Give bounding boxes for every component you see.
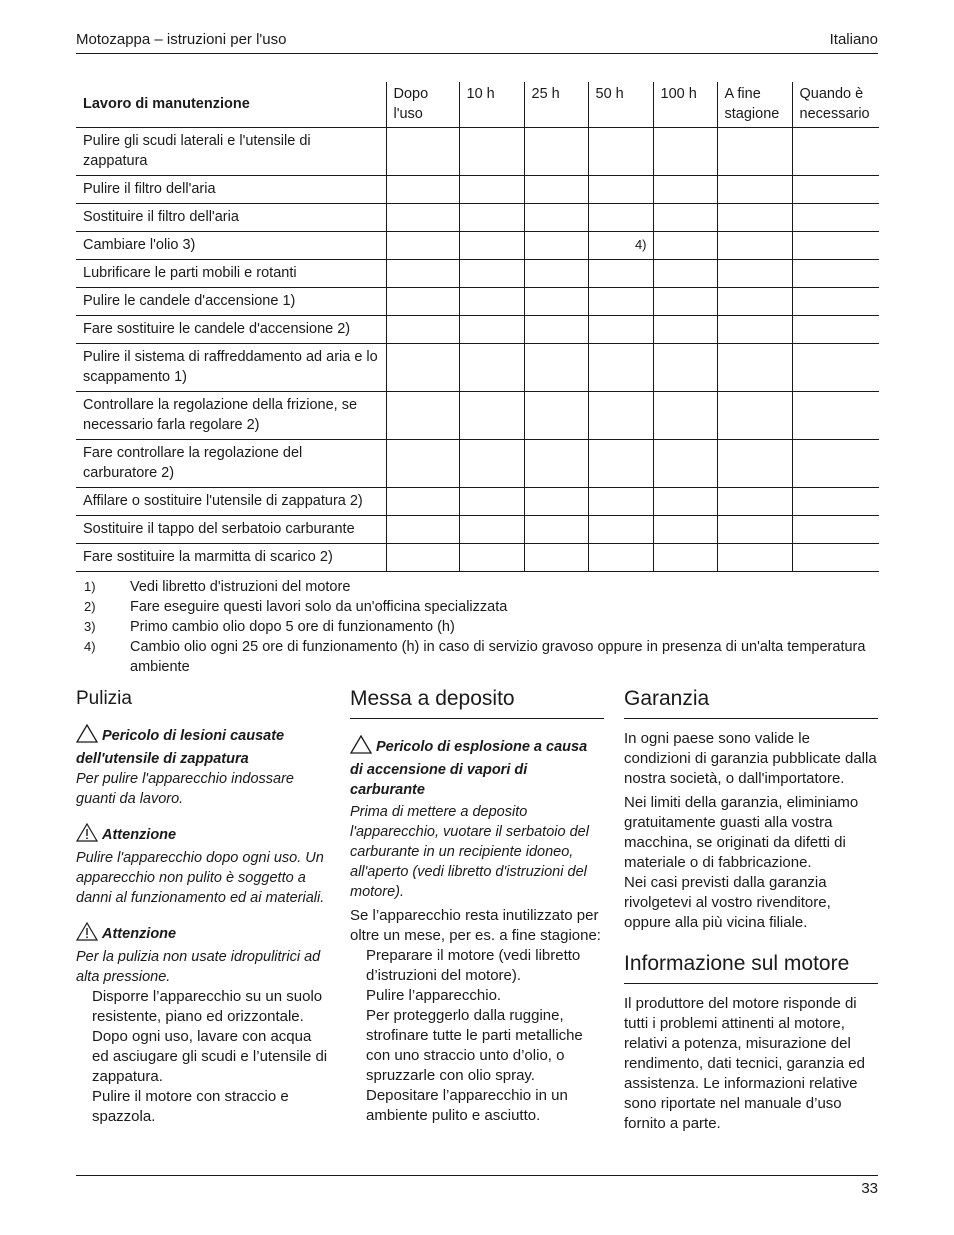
interval-cell bbox=[459, 316, 524, 344]
column-header: 25 h bbox=[524, 82, 588, 128]
maintenance-table bbox=[76, 82, 879, 572]
interval-cell bbox=[459, 288, 524, 316]
interval-cell bbox=[524, 176, 588, 204]
footnote: 1) Vedi libretto d'istruzioni del motore bbox=[84, 579, 351, 595]
interval-cell bbox=[588, 176, 653, 204]
step: Per proteggerlo dalla ruggine, strofinare tutte le parti metalliche con uno straccio unto d’olio, o spruzzarle con olio spray. bbox=[366, 1007, 583, 1084]
interval-cell bbox=[792, 232, 879, 260]
interval-cell bbox=[588, 516, 653, 544]
interval-cell bbox=[717, 260, 792, 288]
section-deposito: Messa a deposito Pericolo di esplosione a causa di accensione di vapori di carburante Prima di mettere a deposito l'apparecchio, vuotare il serbatoio del carburante in un recipiente idoneo, all'aperto (vedi libretto d'istruzioni del motore). Se l’apparecchio resta inutilizzato per oltre un mese, per es. a fine stagione: Preparare il motore (vedi libretto d’istruzioni del motore). Pulire l’apparecchio. Per proteggerlo dalla ruggine, strofinare tutte le parti metalliche con uno straccio unto d’olio, o spruzzarle con olio spray. Depositare l’apparecchio in un ambiente pulito e asciutto. bbox=[350, 686, 604, 1126]
section-title: Garanzia bbox=[624, 686, 878, 719]
task-cell: Sostituire il tappo del serbatoio carburante bbox=[76, 516, 386, 544]
table-header-row bbox=[76, 82, 879, 128]
interval-cell bbox=[524, 260, 588, 288]
interval-cell bbox=[588, 316, 653, 344]
column-header: 50 h bbox=[588, 82, 653, 128]
footnotes bbox=[76, 577, 876, 677]
interval-cell bbox=[717, 344, 792, 392]
table-row bbox=[76, 176, 879, 204]
task-cell: Pulire le candele d'accensione 1) bbox=[76, 288, 386, 316]
interval-cell bbox=[717, 288, 792, 316]
warning-heading: Pericolo di esplosione a causa di accensione di vapori di carburante bbox=[350, 735, 604, 800]
interval-cell bbox=[792, 488, 879, 516]
interval-cell bbox=[524, 232, 588, 260]
task-cell: Sostituire il filtro dell'aria bbox=[76, 204, 386, 232]
interval-cell bbox=[588, 260, 653, 288]
section-title: Pulizia bbox=[76, 688, 132, 709]
interval-cell bbox=[386, 516, 459, 544]
interval-cell bbox=[717, 128, 792, 176]
table-row bbox=[76, 544, 879, 572]
interval-cell bbox=[524, 344, 588, 392]
task-cell: Pulire il filtro dell'aria bbox=[76, 176, 386, 204]
interval-cell bbox=[588, 204, 653, 232]
table-row bbox=[76, 392, 879, 440]
step: Pulire il motore con straccio e spazzola. bbox=[92, 1088, 289, 1125]
interval-cell bbox=[792, 544, 879, 572]
interval-cell bbox=[717, 204, 792, 232]
interval-cell bbox=[524, 516, 588, 544]
interval-cell bbox=[653, 176, 717, 204]
table-row bbox=[76, 488, 879, 516]
interval-cell bbox=[588, 440, 653, 488]
step: Pulire l’apparecchio. bbox=[366, 987, 502, 1004]
interval-cell bbox=[524, 440, 588, 488]
interval-cell bbox=[653, 440, 717, 488]
interval-cell bbox=[459, 176, 524, 204]
interval-cell bbox=[653, 128, 717, 176]
interval-cell bbox=[459, 440, 524, 488]
interval-cell bbox=[792, 176, 879, 204]
interval-cell bbox=[653, 344, 717, 392]
interval-cell bbox=[653, 488, 717, 516]
column-header: Dopo l'uso bbox=[386, 82, 459, 128]
table-row bbox=[76, 204, 879, 232]
table-row bbox=[76, 128, 879, 176]
task-cell: Affilare o sostituire l'utensile di zappatura 2) bbox=[76, 488, 386, 516]
warning-heading: Pericolo di lesioni causate dell'utensile di zappatura bbox=[76, 724, 330, 769]
interval-cell bbox=[717, 232, 792, 260]
interval-cell bbox=[386, 344, 459, 392]
interval-cell bbox=[792, 128, 879, 176]
column-header: 100 h bbox=[653, 82, 717, 128]
table-row bbox=[76, 260, 879, 288]
interval-cell bbox=[792, 392, 879, 440]
attention-icon bbox=[76, 823, 98, 848]
table-row bbox=[76, 232, 879, 260]
attention-heading: Attenzione bbox=[76, 922, 330, 947]
step: Disporre l’apparecchio su un suolo resistente, piano ed orizzontale. bbox=[92, 988, 323, 1025]
interval-cell bbox=[717, 392, 792, 440]
interval-cell bbox=[459, 488, 524, 516]
interval-cell bbox=[653, 260, 717, 288]
interval-cell bbox=[717, 176, 792, 204]
task-cell: Pulire il sistema di raffreddamento ad aria e lo scappamento 1) bbox=[76, 344, 386, 392]
step: Preparare il motore (vedi libretto d’istruzioni del motore). bbox=[366, 947, 581, 984]
interval-cell bbox=[588, 544, 653, 572]
section-garanzia: Garanzia In ogni paese sono valide le condizioni di garanzia pubblicate dalla nostra società, o dall'importatore. Nei limiti della garanzia, eliminiamo gratuitamente guasti alla vostra macchina, se originati da difetti di materiale o di fabbricazione. Nei casi previsti dalla garanzia rivolgetevi al vostro rivenditore, oppure alla più vicina filiale. Informazione sul motore Il produttore del motore risponde di tutti i problemi attinenti al motore, relativi a potenza, misurazione del rendimento, dati tecnici, garanzia ed assistenza. Le informazioni relative sono riportate nel manuale d’uso fornito a parte. bbox=[624, 687, 877, 1132]
attention-icon bbox=[76, 922, 98, 947]
task-cell: Fare controllare la regolazione del carburatore 2) bbox=[76, 440, 386, 488]
interval-cell bbox=[459, 392, 524, 440]
table-row bbox=[76, 344, 879, 392]
warning-triangle-icon bbox=[76, 724, 98, 749]
interval-cell bbox=[588, 392, 653, 440]
interval-cell bbox=[717, 488, 792, 516]
interval-cell bbox=[459, 232, 524, 260]
interval-cell bbox=[588, 128, 653, 176]
interval-cell bbox=[386, 176, 459, 204]
interval-cell bbox=[588, 488, 653, 516]
column-header: 10 h bbox=[459, 82, 524, 128]
column-header: Quando è necessario bbox=[792, 82, 879, 128]
interval-cell bbox=[524, 544, 588, 572]
footnote: 4) Cambio olio ogni 25 ore di funzionamento (h) in caso di servizio gravoso oppure in presenza di un'alta temperatura ambiente bbox=[84, 639, 866, 675]
interval-cell bbox=[459, 128, 524, 176]
interval-cell: 4) bbox=[588, 232, 653, 260]
interval-cell bbox=[653, 392, 717, 440]
table-row bbox=[76, 516, 879, 544]
interval-cell bbox=[524, 488, 588, 516]
interval-cell bbox=[459, 344, 524, 392]
interval-cell bbox=[386, 204, 459, 232]
page-header bbox=[76, 31, 878, 54]
task-cell: Fare sostituire la marmitta di scarico 2) bbox=[76, 544, 386, 572]
table-row bbox=[76, 288, 879, 316]
interval-cell bbox=[792, 204, 879, 232]
interval-cell bbox=[386, 316, 459, 344]
language-label: Italiano bbox=[829, 31, 878, 48]
document-title: Motozappa – istruzioni per l'uso bbox=[76, 31, 287, 48]
interval-cell bbox=[653, 316, 717, 344]
interval-cell bbox=[386, 288, 459, 316]
task-cell: Controllare la regolazione della frizione, se necessario farla regolare 2) bbox=[76, 392, 386, 440]
footnote: 2) Fare eseguire questi lavori solo da un'officina specializzata bbox=[84, 599, 508, 615]
interval-cell bbox=[653, 516, 717, 544]
interval-cell bbox=[653, 544, 717, 572]
table-row bbox=[76, 316, 879, 344]
column-header: Lavoro di manutenzione bbox=[76, 82, 386, 128]
section-title: Informazione sul motore bbox=[624, 951, 878, 984]
interval-cell bbox=[588, 344, 653, 392]
section-pulizia: Pulizia Pericolo di lesioni causate dell'utensile di zappatura Per pulire l'apparecchio indossare guanti da lavoro. Attenzione Pulire l'apparecchio dopo ogni uso. Un apparecchio non pulito è soggetto a danni al funzionamento ed ai materiali. Attenzione Per la pulizia non usate idropulitrici ad alta pressione. Disporre l’apparecchio su un suolo resistente, piano ed orizzontale. Dopo ogni uso, lavare con acqua ed asciugare gli scudi e l’utensile di zappatura. Pulire il motore con straccio e spazzola. bbox=[76, 686, 330, 1127]
task-cell: Lubrificare le parti mobili e rotanti bbox=[76, 260, 386, 288]
step: Dopo ogni uso, lavare con acqua ed asciugare gli scudi e l’utensile di zappatura. bbox=[92, 1028, 328, 1085]
interval-cell bbox=[459, 260, 524, 288]
interval-cell bbox=[588, 288, 653, 316]
interval-cell bbox=[717, 516, 792, 544]
task-cell: Cambiare l'olio 3) bbox=[76, 232, 386, 260]
interval-cell bbox=[792, 440, 879, 488]
interval-cell bbox=[524, 392, 588, 440]
interval-cell bbox=[653, 204, 717, 232]
interval-cell bbox=[792, 344, 879, 392]
interval-cell bbox=[717, 544, 792, 572]
task-cell: Pulire gli scudi laterali e l'utensile di zappatura bbox=[76, 128, 386, 176]
step: Depositare l’apparecchio in un ambiente pulito e asciutto. bbox=[366, 1087, 568, 1124]
interval-cell bbox=[792, 516, 879, 544]
interval-cell bbox=[792, 288, 879, 316]
footer-divider bbox=[76, 1175, 878, 1176]
interval-cell bbox=[717, 316, 792, 344]
interval-cell bbox=[386, 260, 459, 288]
attention-heading: Attenzione bbox=[76, 823, 330, 848]
footnote: 3) Primo cambio olio dopo 5 ore di funzionamento (h) bbox=[84, 619, 455, 635]
page-number: 33 bbox=[861, 1180, 878, 1197]
interval-cell bbox=[386, 544, 459, 572]
interval-cell bbox=[386, 232, 459, 260]
warning-triangle-icon bbox=[350, 735, 372, 760]
section-title: Messa a deposito bbox=[350, 686, 604, 719]
interval-cell bbox=[524, 288, 588, 316]
interval-cell bbox=[792, 260, 879, 288]
interval-cell bbox=[524, 204, 588, 232]
interval-cell bbox=[653, 232, 717, 260]
column-header: A fine stagione bbox=[717, 82, 792, 128]
interval-cell bbox=[386, 440, 459, 488]
interval-cell bbox=[386, 392, 459, 440]
interval-cell bbox=[459, 204, 524, 232]
interval-cell bbox=[386, 488, 459, 516]
table-row bbox=[76, 440, 879, 488]
interval-cell bbox=[717, 440, 792, 488]
task-cell: Fare sostituire le candele d'accensione 2) bbox=[76, 316, 386, 344]
interval-cell bbox=[459, 516, 524, 544]
interval-cell bbox=[524, 316, 588, 344]
interval-cell bbox=[792, 316, 879, 344]
interval-cell bbox=[653, 288, 717, 316]
interval-cell bbox=[459, 544, 524, 572]
interval-cell bbox=[386, 128, 459, 176]
interval-cell bbox=[524, 128, 588, 176]
